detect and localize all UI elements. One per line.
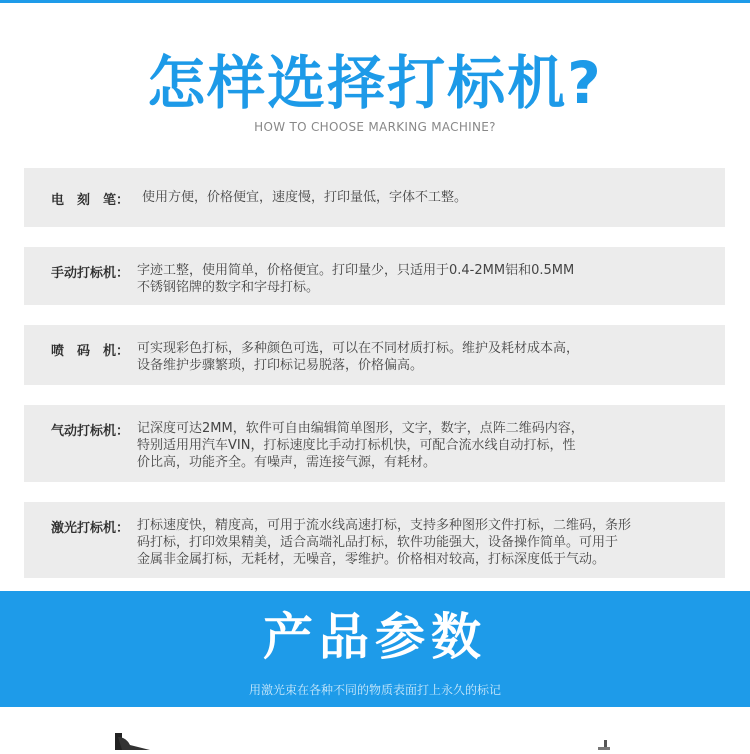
product-image-strip (0, 707, 750, 750)
section-title: 产品参数 (263, 608, 487, 666)
card-text: 字迹工整，使用简单，价格便宜。打印量少，只适用于0.4-2MM铝和0.5MM 不锈钢铭牌的数字和字母打标。 (137, 263, 575, 295)
card-label: 喷 码 机： (51, 344, 130, 359)
section-subtitle: 用激光束在各种不同的物质表面打上永久的标记 (248, 683, 501, 697)
card-text: 使用方便，价格便宜，速度慢，打印量低，字体不工整。 (142, 190, 468, 205)
card-label: 电 刻 笔： (51, 193, 130, 208)
page-title: 怎样选择打标机? (147, 49, 603, 117)
comparison-card-laser-marker (24, 502, 725, 578)
product-params-banner (0, 591, 750, 707)
machine-silhouette-graphic (0, 707, 750, 750)
machine-left-head-icon (118, 737, 150, 750)
comparison-card-manual-marker (24, 247, 725, 305)
top-divider (0, 0, 750, 3)
page-subtitle: HOW TO CHOOSE MARKING MACHINE? (254, 120, 496, 134)
card-text: 打标速度快，精度高，可用于流水线高速打标，支持多种图形文件打标，二维码，条形 码打标，打印效果精美，适合高端礼品打标，软件功能强大，设备操作简单。可用于 金属非金属打标，无耗材，无噪音，零维护。价格相对较高，打标深度低于气动。 (137, 518, 632, 567)
card-label: 气动打标机： (51, 424, 130, 439)
card-label: 手动打标机： (51, 266, 130, 281)
card-text: 可实现彩色打标，多种颜色可选，可以在不同材质打标。维护及耗材成本高， 设备维护步骤繁琐，打印标记易脱落，价格偏高。 (137, 341, 580, 373)
comparison-card-pneumatic-marker (24, 405, 725, 482)
comparison-card-electric-pen (24, 168, 725, 227)
card-text: 记深度可达2MM，软件可自由编辑简单图形，文字，数字，点阵二维码内容， 特别适用用汽车VIN，打标速度比手动打标机快，可配合流水线自动打标，性 价比高，功能齐全。有噪声，需连接气源，有耗材。 (137, 421, 584, 470)
card-label: 激光打标机： (51, 521, 130, 536)
comparison-card-inkjet-printer (24, 325, 725, 385)
